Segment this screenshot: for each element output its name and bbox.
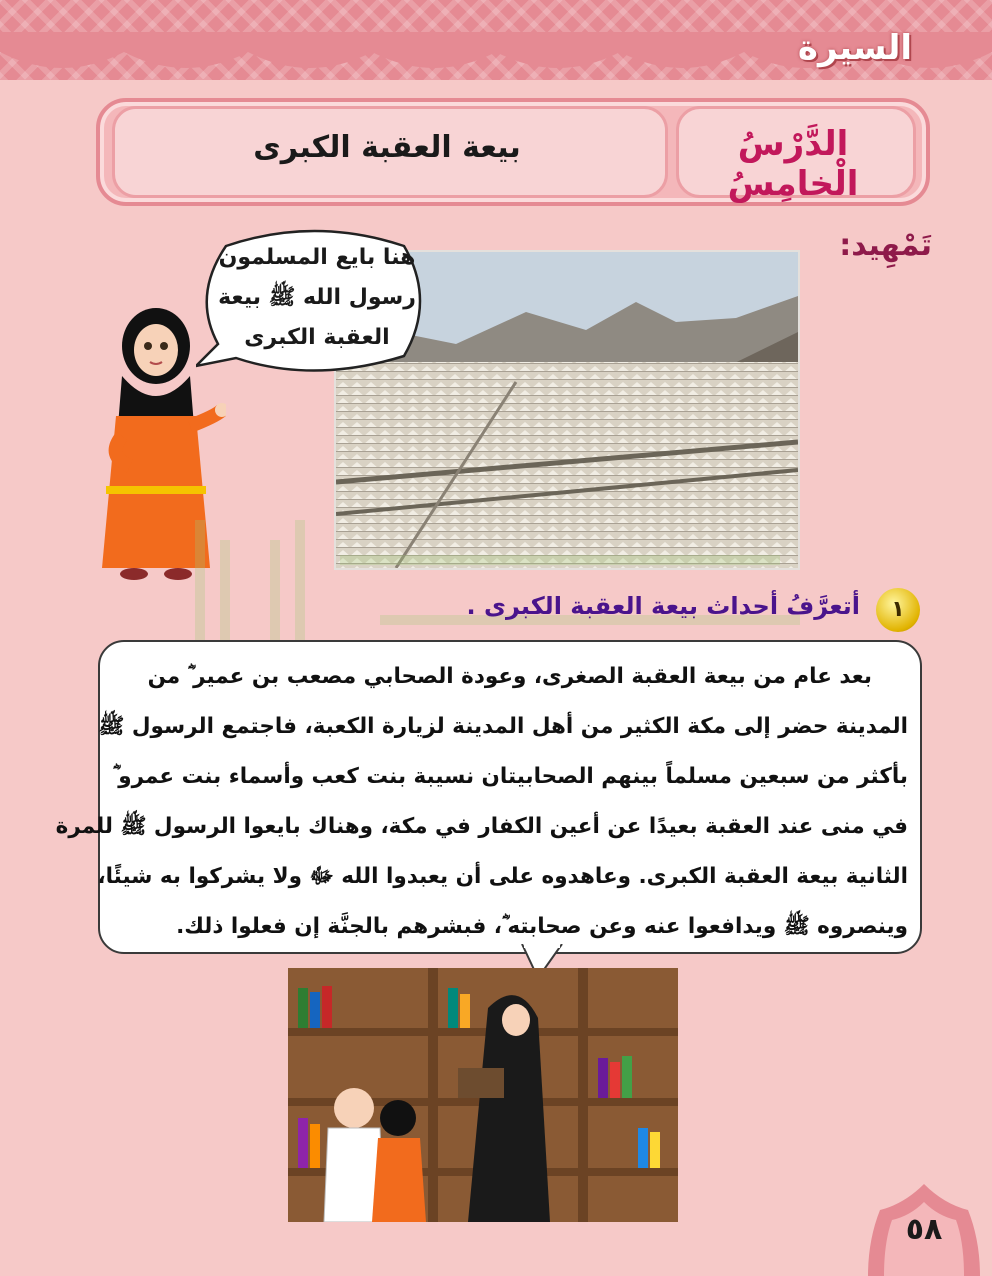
section-title: السيرة xyxy=(797,28,912,68)
story-line: في منى عند العقبة بعيدًا عن أعين الكفار في مكة، وهناك بايعوا الرسول ﷺ للمرة xyxy=(55,814,908,839)
speech-line: هنا بايع المسلمون xyxy=(218,245,416,270)
library-illustration xyxy=(288,968,678,1222)
speech-line: العقبة الكبرى xyxy=(244,325,390,350)
story-line: وينصروه ﷺ ويدافعوا عنه وعن صحابته ؓ، فبشرهم بالجنَّة إن فعلوا ذلك. xyxy=(176,914,908,939)
story-line: الثانية بيعة العقبة الكبرى. وعاهدوه على أن يعبدوا الله ﷻ ولا يشركوا به شيئًا، xyxy=(97,864,908,889)
task-number-badge: ١ xyxy=(876,588,920,632)
page-number: ٥٨ xyxy=(905,1212,943,1247)
task-title: أتعرَّفُ أحداث بيعة العقبة الكبرى . xyxy=(466,592,860,620)
lesson-title: بيعة العقبة الكبرى xyxy=(253,130,521,165)
intro-label: تَمْهِيد: xyxy=(839,228,932,263)
story-line: المدينة حضر إلى مكة الكثير من أهل المدينة لزيارة الكعبة، فاجتمع الرسول ﷺ xyxy=(98,714,908,739)
story-text xyxy=(55,652,908,952)
story-line: بعد عام من بيعة العقبة الصغرى، وعودة الصحابي مصعب بن عمير ؓ من xyxy=(147,664,872,689)
speech-line: رسول الله ﷺ بيعة xyxy=(218,285,416,310)
speech-bubble-text xyxy=(210,238,424,358)
lesson-number: الدَّرْسُ الْخامِسُ xyxy=(727,124,859,204)
story-line: بأكثر من سبعين مسلماً بينهم الصحابيتان نسيبة بنت كعب وأسماء بنت عمرو ؓ xyxy=(112,764,908,789)
